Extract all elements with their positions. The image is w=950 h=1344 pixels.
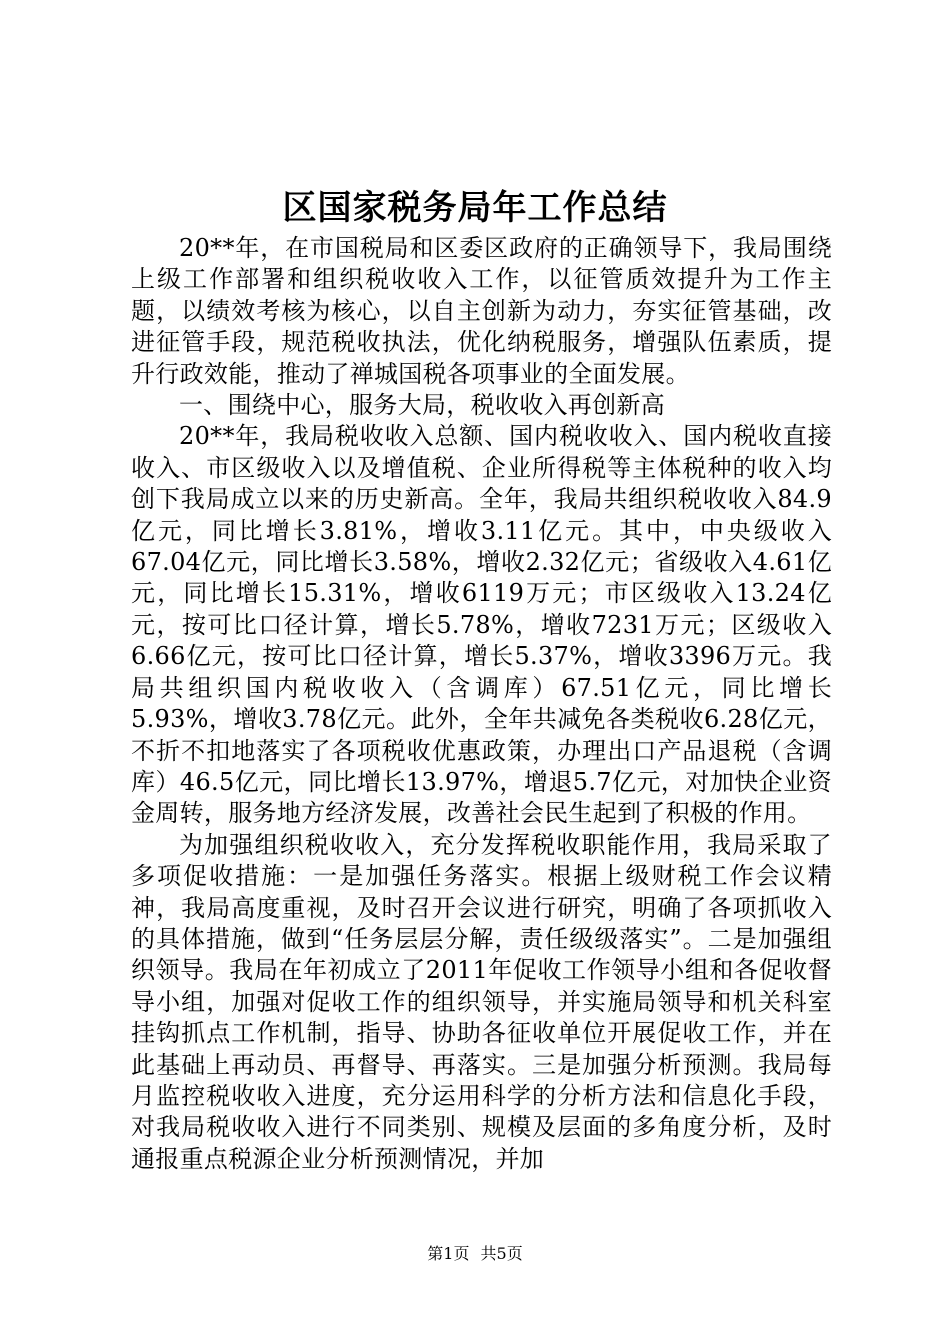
revenue-paragraph: 20**年，我局税收收入总额、国内税收收入、国内税收直接收入、市区级收入以及增值税、企业所得税等主体税种的收入均创下我局成立以来的历史新高。全年，我局共组织税收收入84.9亿元，同比增长3.81%，增收3.11亿元。其中，中央级收入67.04亿元，同比增长3.58%，增收2.32亿元；省级收入4.61亿元，同比增长15.31%，增收6119万元；市区级收入13.24亿元，按可比口径计算，增长5.78%，增收7231万元；区级收入6.66亿元，按可比口径计算，增长5.37%，增收3396万元。我局共组织国内税收收入（含调库）67.51亿元，同比增长5.93%，增收3.78亿元。此外，全年共减免各类税收6.28亿元，不折不扣地落实了各项税收优惠政策，办理出口产品退税（含调库）46.5亿元，同比增长13.97%，增退5.7亿元，对加快企业资金周转，服务地方经济发展，改善社会民生起到了积极的作用。 <box>131 422 832 828</box>
page-footer <box>0 1242 950 1266</box>
document-body <box>131 233 832 1175</box>
document-title: 区国家税务局年工作总结 <box>282 188 668 228</box>
section-heading: 一、围绕中心，服务大局，税收收入再创新高 <box>179 391 665 420</box>
page-number: 第1页 <box>427 1244 470 1263</box>
page-total: 共5页 <box>480 1244 523 1263</box>
measures-paragraph: 为加强组织税收收入，充分发挥税收职能作用，我局采取了多项促收措施：一是加强任务落实。根据上级财税工作会议精神，我局高度重视，及时召开会议进行研究，明确了各项抓收入的具体措施，做到“任务层层分解，责任级级落实”。二是加强组织领导。我局在年初成立了2011年促收工作领导小组和各促收督导小组，加强对促收工作的组织领导，并实施局领导和机关科室挂钩抓点工作机制，指导、协助各征收单位开展促收工作，并在此基础上再动员、再督导、再落实。三是加强分析预测。我局每月监控税收收入进度，充分运用科学的分析方法和信息化手段，对我局税收收入进行不同类别、规模及层面的多角度分析，及时通报重点税源企业分析预测情况，并加 <box>131 830 832 1173</box>
intro-paragraph: 20**年，在市国税局和区委区政府的正确领导下，我局围绕上级工作部署和组织税收收入工作，以征管质效提升为工作主题，以绩效考核为核心，以自主创新为动力，夯实征管基础，改进征管手段，规范税收执法，优化纳税服务，增强队伍素质，提升行政效能，推动了禅城国税各项事业的全面发展。 <box>131 234 832 388</box>
